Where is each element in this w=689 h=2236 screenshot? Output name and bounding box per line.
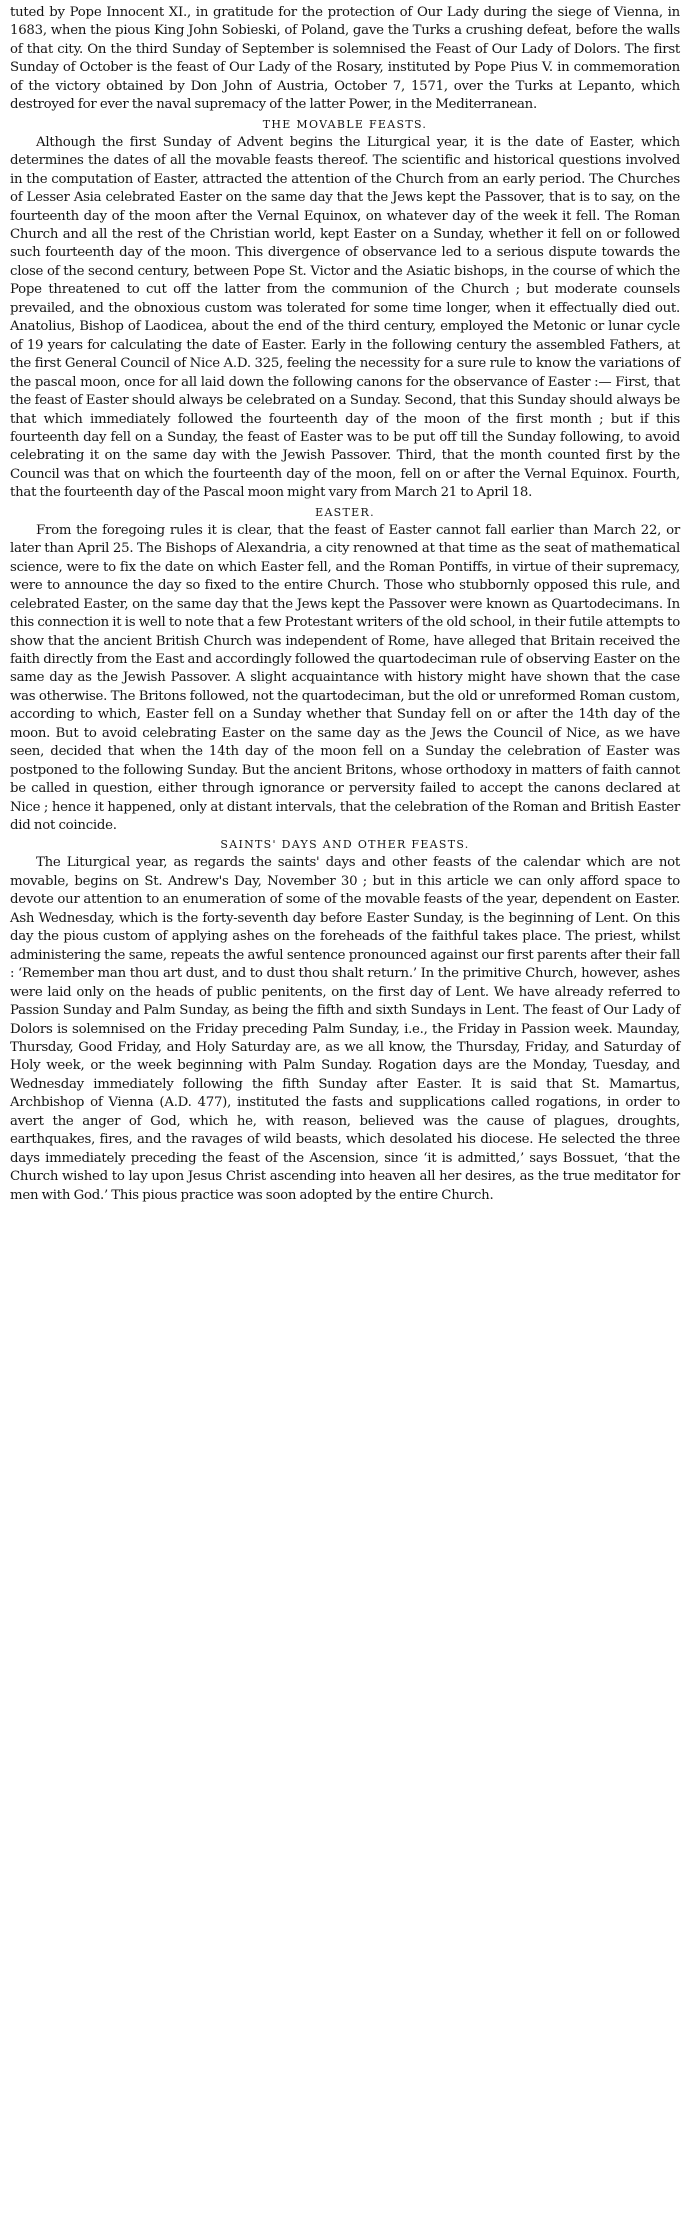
saints-days-section xyxy=(10,838,680,1205)
movable-feasts-paragraph: Although the first Sunday of Advent begins the Liturgical year, it is the date of Easter, which determines the dates of all the movable feasts thereof. The scientific and historical questions involved in the computation of Easter, attracted the attention of the Church from an early period. The Churches of Lesser Asia celebrated Easter on the same day that the Jews kept the Passover, that is to say, on the fourteenth day of the moon after the Vernal Equinox, on whatever day of the week it fell. The Roman Church and all the rest of the Christian world, kept Easter on a Sunday, whether it fell on or followed such fourteenth day of the moon. This divergence of observance led to a serious dispute towards the close of the second century, between Pope St. Victor and the Asiatic bishops, in the course of which the Pope threatened to cut off the latter from the communion of the Church ; but moderate counsels prevailed, and the obnoxious custom was tolerated for some time longer, when it effectually died out. Anatolius, Bishop of Laodicea, about the end of the third century, employed the Metonic or lunar cycle of 19 years for calculating the date of Easter. Early in the following century the assembled Fathers, at the first General Council of Nice A.D. 325, feeling the necessity for a sure rule to know the variations of the pascal moon, once for all laid down the following canons for the observance of Easter :— First, that the feast of Easter should always be celebrated on a Sunday. Second, that this Sunday should always be that which immediately followed the fourteenth day of the moon of the first month ; but if this fourteenth day fell on a Sunday, the feast of Easter was to be put off till the Sunday following, to avoid celebrating it on the same day with the Jewish Passover. Third, that the month counted first by the Council was that on which the fourteenth day of the moon, fell on or after the Vernal Equinox. Fourth, that the fourteenth day of the Pascal moon might vary from March 21 to April 18. xyxy=(10,134,680,501)
movable-feasts-section xyxy=(10,118,680,503)
easter-section xyxy=(10,506,680,836)
saints-days-paragraph: The Liturgical year, as regards the saints' days and other feasts of the calendar which are not movable, begins on St. Andrew's Day, November 30 ; but in this article we can only afford space to devote our attention to an enumeration of some of the movable feasts of the year, dependent on Easter. Ash Wednesday, which is the forty-seventh day before Easter Sunday, is the beginning of Lent. On this day the pious custom of applying ashes on the foreheads of the faithful takes place. The priest, whilst administering the same, repeats the awful sentence pronounced against our first parents after their fall : ‘Remember man thou art dust, and to dust thou shalt return.’ In the primitive Church, however, ashes were laid only on the heads of public penitents, on the first day of Lent. We have already referred to Passion Sunday and Palm Sunday, as being the fifth and sixth Sundays in Lent. The feast of Our Lady of Dolors is solemnised on the Friday preceding Palm Sunday, i.e., the Friday in Passion week. Maunday, Thursday, Good Friday, and Holy Saturday are, as we all know, the Thursday, Friday, and Saturday of Holy week, or the week beginning with Palm Sunday. Rogation days are the Monday, Tuesday, and Wednesday immediately following the fifth Sunday after Easter. It is said that St. Mamartus, Archbishop of Vienna (A.D. 477), instituted the fasts and supplications called rogations, in order to avert the anger of God, which he, with reason, believed was the cause of plagues, droughts, earthquakes, fires, and the ravages of wild beasts, which desolated his diocese. He selected the three days immediately preceding the feast of the Ascension, since ‘it is admitted,’ says Bossuet, ‘that the Church wished to lay upon Jesus Christ ascending into heaven all her desires, as the true meditator for men with God.’ This pious practice was soon adopted by the entire Church. xyxy=(10,855,680,1203)
movable-feasts-heading: THE MOVABLE FEASTS. xyxy=(262,117,428,131)
easter-paragraph: From the foregoing rules it is clear, that the feast of Easter cannot fall earlier than March 22, or later than April 25. The Bishops of Alexandria, a city renowned at that time as the seat of mathematical science, were to fix the date on which Easter fell, and the Roman Pontiffs, in virtue of their supremacy, were to announce the day so fixed to the entire Church. Those who stubbornly opposed this rule, and celebrated Easter, on the same day that the Jews kept the Passover were known as Quartodecimans. In this connection it is well to note that a few Protestant writers of the old school, in their futile attempts to show that the ancient British Church was independent of Rome, have alleged that Britain received the faith directly from the East and accordingly followed the quartodeciman rule of observing Easter on the same day as the Jewish Passover. A slight acquaintance with history might have shown that the case was otherwise. The Britons followed, not the quartodeciman, but the old or unreformed Roman custom, according to which, Easter fell on a Sunday whether that Sunday fell on or after the 14th day of the moon. But to avoid celebrating Easter on the same day as the Jews the Council of Nice, as we have seen, decided that when the 14th day of the moon fell on a Sunday the celebration of Easter was postponed to the following Sunday. But the ancient Britons, whose orthodoxy in matters of faith cannot be called in question, either through ignorance or perversity failed to accept the canons declared at Nice ; hence it happened, only at distant intervals, that the celebration of the Roman and British Easter did not coincide. xyxy=(10,522,680,834)
intro-paragraph: tuted by Pope Innocent XI., in gratitude for the protection of Our Lady during the siege of Vienna, in 1683, when the pious King John Sobieski, of Poland, gave the Turks a crushing defeat, before the walls of that city. On the third Sunday of September is solemnised the Feast of Our Lady of Dolors. The first Sunday of October is the feast of Our Lady of the Rosary, instituted by Pope Pius V. in commemoration of the victory obtained by Don John of Austria, October 7, 1571, over the Turks at Lepanto, which destroyed for ever the naval supremacy of the latter Power, in the Mediterranean. xyxy=(10,5,680,113)
saints-days-heading: SAINTS' DAYS AND OTHER FEASTS. xyxy=(220,838,470,852)
easter-heading: EASTER. xyxy=(315,505,375,519)
